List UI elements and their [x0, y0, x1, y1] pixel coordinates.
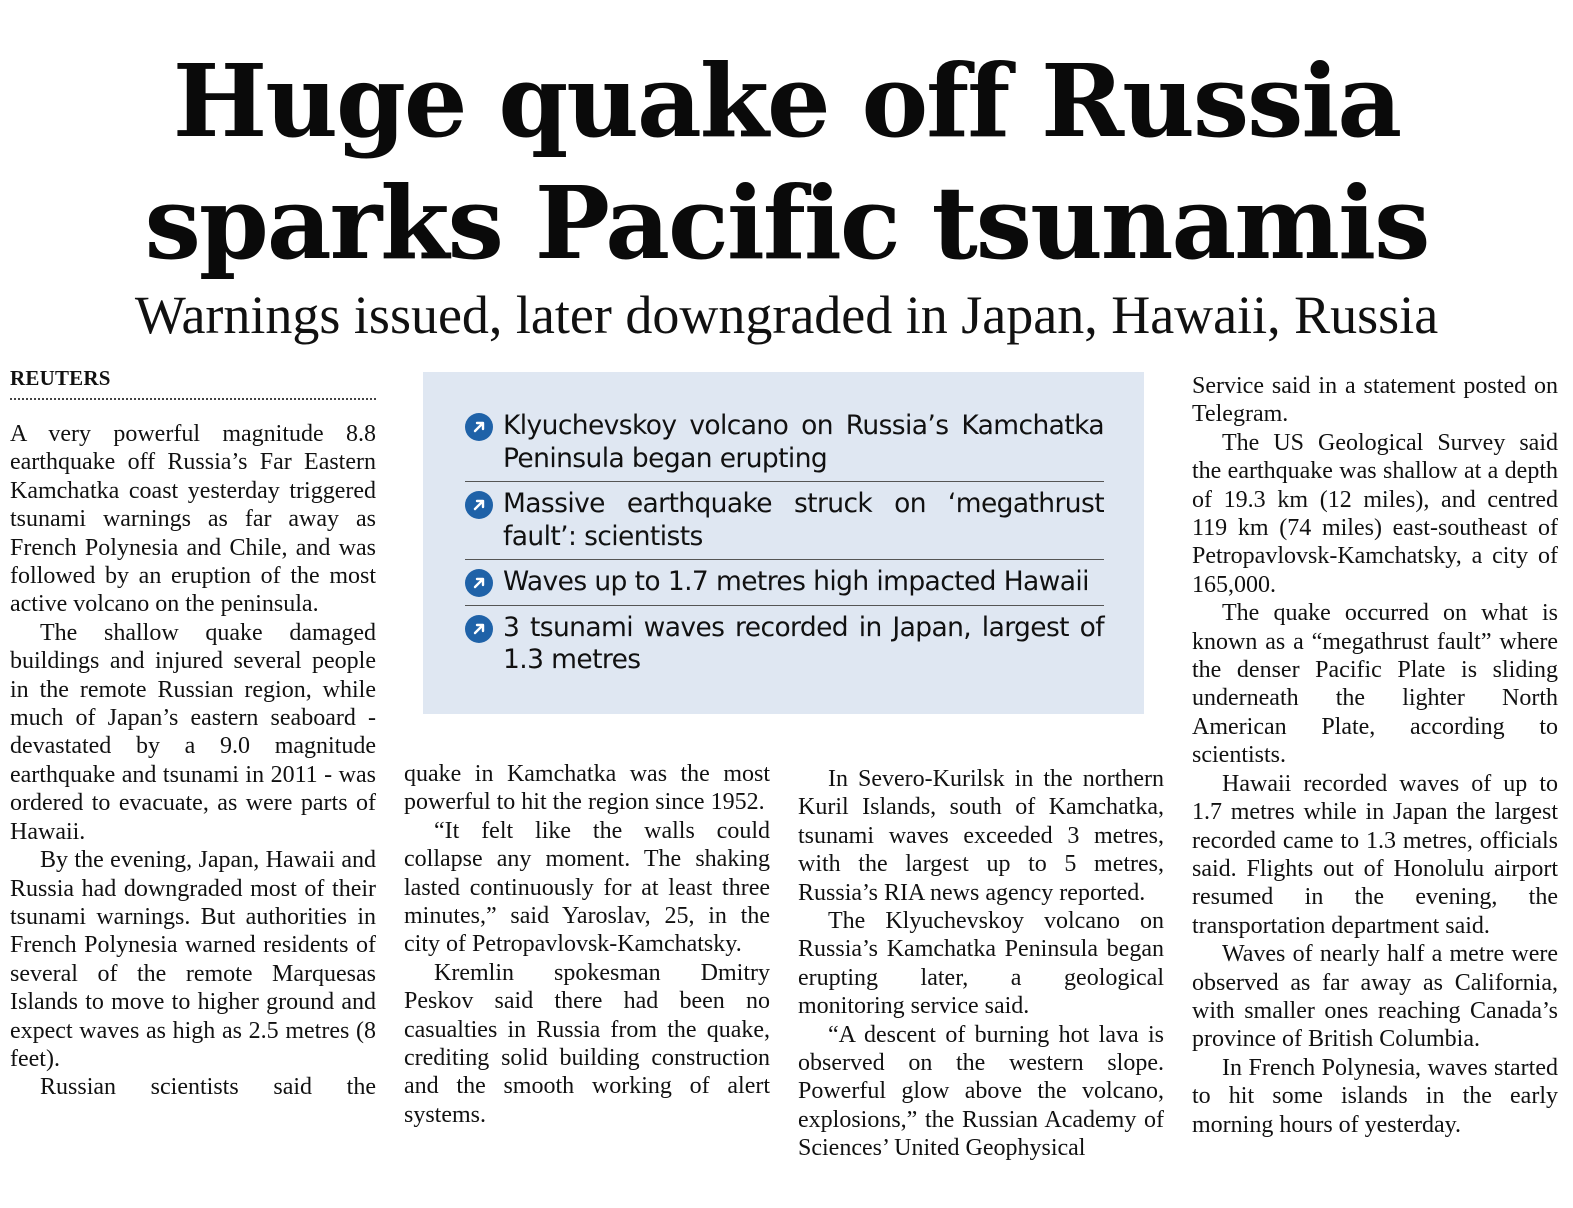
article-column-3	[798, 765, 1164, 1163]
highlight-text: Massive earthquake struck on ‘megathrust fault’: scientists	[503, 488, 1104, 552]
paragraph: “A descent of burning hot lava is observed on the western slope. Powerful glow above the volcano, explosions,” the Russian Academy of Sciences’ United Geophysical	[798, 1021, 1164, 1162]
highlight-item	[465, 482, 1104, 560]
paragraph: Kremlin spokesman Dmitry Peskov said there had been no casualties in Russia from the quake, crediting solid building construction and the smooth working of alert systems.	[404, 959, 770, 1128]
headline-line-1: Huge quake off Russia	[172, 42, 1401, 160]
article-column-1	[10, 420, 376, 1102]
headline-line-2: sparks Pacific tsunamis	[144, 164, 1429, 282]
paragraph: Russian scientists said the	[40, 1074, 376, 1101]
paragraph: In French Polynesia, waves started to hit some islands in the early morning hours of yesterday.	[1192, 1054, 1558, 1138]
highlight-item	[465, 404, 1104, 482]
paragraph: Waves of nearly half a metre were observed as far away as California, with smaller ones reaching Canada’s province of British Columbia.	[1192, 941, 1558, 1053]
arrow-up-right-icon	[465, 569, 493, 597]
arrow-up-right-icon	[465, 491, 493, 519]
paragraph: The US Geological Survey said the earthquake was shallow at a depth of 19.3 km (12 miles), and centred 119 km (74 miles) east-southeast of Petropavlovsk-Kamchatsky, a city of 165,000.	[1192, 429, 1558, 598]
article-column-2	[404, 760, 770, 1129]
paragraph: By the evening, Japan, Hawaii and Russia had downgraded most of their tsunami warnings. But authorities in French Polynesia warned residents of several of the remote Marquesas Islands to move to higher ground and expect waves as high as 2.5 metres (8 feet).	[10, 847, 376, 1072]
paragraph: quake in Kamchatka was the most powerful to hit the region since 1952.	[404, 761, 770, 816]
arrow-up-right-icon	[465, 615, 493, 643]
highlight-text: 3 tsunami waves recorded in Japan, largest of 1.3 metres	[503, 611, 1104, 675]
highlight-text: Klyuchevskoy volcano on Russia’s Kamchatka Peninsula began erupting	[503, 410, 1104, 474]
paragraph: The quake occurred on what is known as a “megathrust fault” where the denser Pacific Plate is sliding underneath the lighter North American Plate, according to scientists.	[1192, 600, 1558, 769]
paragraph: “It felt like the walls could collapse any moment. The shaking lasted continuously for at least three minutes,” said Yaroslav, 25, in the city of Petropavlovsk-Kamchatsky.	[404, 817, 770, 958]
paragraph: The Klyuchevskoy volcano on Russia’s Kamchatka Peninsula began erupting later, a geological monitoring service said.	[798, 908, 1164, 1020]
highlights-box	[423, 372, 1144, 714]
subheadline: Warnings issued, later downgraded in Japan, Hawaii, Russia	[134, 285, 1439, 345]
paragraph: In Severo-Kurilsk in the northern Kuril Islands, south of Kamchatka, tsunami waves exceeded 3 metres, with the largest up to 5 metres, Russia’s RIA news agency reported.	[798, 766, 1164, 906]
article-column-4	[1192, 372, 1558, 1139]
headline	[0, 40, 1573, 284]
paragraph: Service said in a statement posted on Telegram.	[1192, 373, 1558, 428]
highlight-item	[465, 560, 1104, 606]
highlight-item	[465, 606, 1104, 683]
highlight-text: Waves up to 1.7 metres high impacted Hawaii	[503, 566, 1089, 597]
byline: REUTERS	[10, 366, 376, 400]
paragraph: Hawaii recorded waves of up to 1.7 metres while in Japan the largest recorded came to 1.3 metres, officials said. Flights out of Honolulu airport resumed in the evening, the transportation department said.	[1192, 770, 1558, 939]
paragraph: The shallow quake damaged buildings and injured several people in the remote Russian region, while much of Japan’s eastern seaboard - devastated by a 9.0 magnitude earthquake and tsunami in 2011 - was ordered to evacuate, as were parts of Hawaii.	[10, 619, 376, 845]
paragraph: A very powerful magnitude 8.8 earthquake off Russia’s Far Eastern Kamchatka coast yesterday triggered tsunami warnings as far away as French Polynesia and Chile, and was followed by an eruption of the most active volcano on the peninsula.	[10, 421, 376, 618]
arrow-up-right-icon	[465, 413, 493, 441]
